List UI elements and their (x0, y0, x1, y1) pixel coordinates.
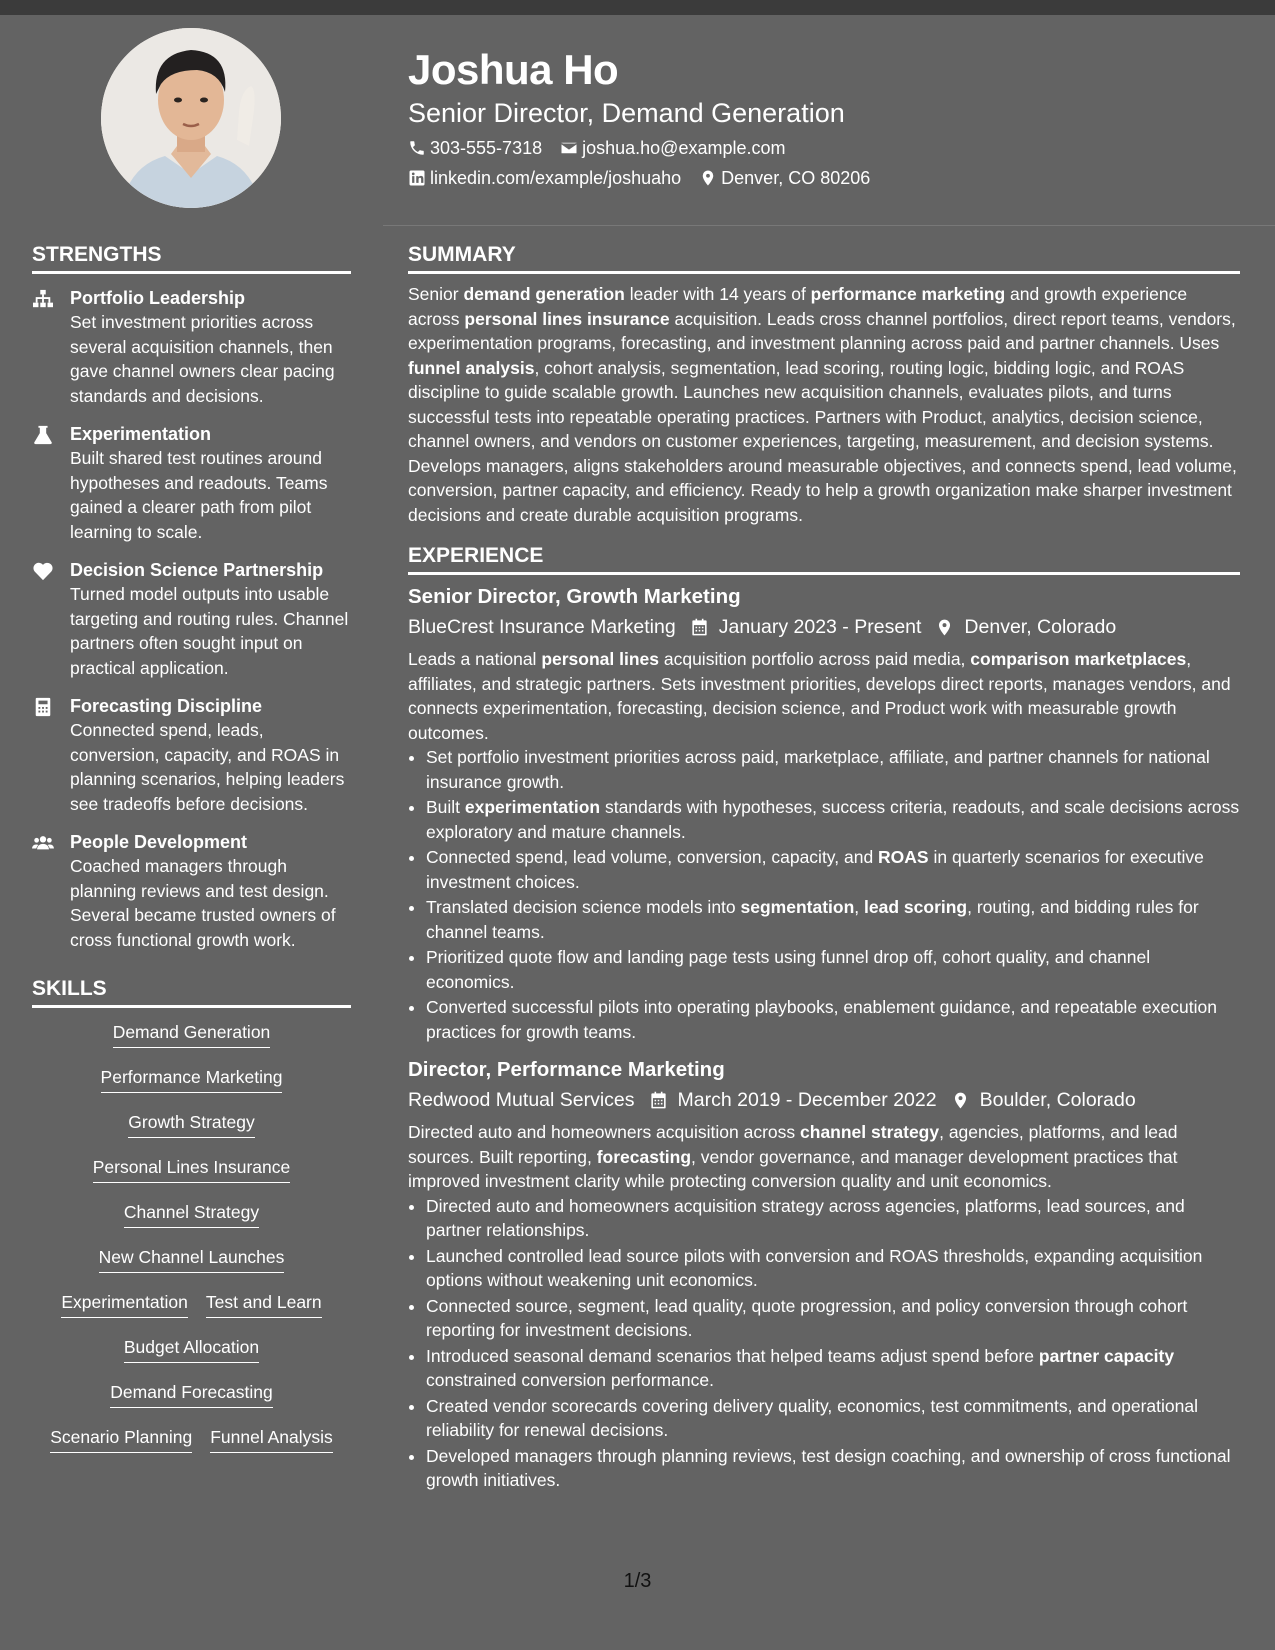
job-location (951, 1086, 1136, 1114)
job-entry (408, 1056, 1240, 1493)
phone-text: 303-555-7318 (430, 138, 543, 158)
text-run: , vendor governance, and manager development practices that improved investment clarity while protecting conversion quality and unit economics. (408, 1146, 1178, 1191)
text-run: Senior (408, 284, 464, 304)
strength-title: Decision Science Partnership (70, 560, 324, 580)
skill-tag: Test and Learn (206, 1290, 322, 1318)
contact-row-2 (408, 166, 1248, 190)
skill-tag: Personal Lines Insurance (93, 1155, 290, 1183)
bold-text: lead scoring (864, 897, 968, 917)
linkedin-contact[interactable] (408, 166, 681, 190)
bold-text: segmentation (740, 897, 855, 917)
job-dates (690, 613, 922, 641)
job-meta (408, 613, 1240, 641)
calendar-icon (690, 618, 709, 637)
text-run: , agencies, platforms, and lead sources. Built reporting, (408, 1122, 1178, 1167)
job-entry (408, 583, 1240, 1044)
candidate-title: Senior Director, Demand Generation (408, 98, 845, 128)
job-description (408, 647, 1240, 745)
calculator-icon (32, 697, 54, 717)
strength-item (32, 422, 351, 544)
skill-row (32, 1020, 351, 1065)
strength-title: Portfolio Leadership (70, 288, 246, 308)
map-pin-icon (935, 618, 954, 637)
skill-tag: New Channel Launches (99, 1245, 285, 1273)
flask-icon (32, 425, 54, 445)
text-run: Translated decision science models into (426, 897, 741, 917)
strength-item (32, 558, 351, 680)
skill-tag: Demand Generation (113, 1020, 271, 1048)
strength-title: Experimentation (70, 424, 212, 444)
bold-text: experimentation (464, 797, 601, 817)
header-divider (383, 225, 1275, 226)
strength-desc: Set investment priorities across several acquisition channels, then gave channel owners clear pacing standards and decisions. (70, 312, 335, 406)
text-run: leader with 14 years of (624, 284, 811, 304)
page-number: 1/3 (623, 1570, 652, 1592)
job-dates-text: January 2023 - Present (718, 616, 922, 638)
bullet-item (426, 845, 1240, 894)
bold-text: personal lines insurance (464, 308, 670, 329)
skill-row (32, 1065, 351, 1110)
text-run: Launched controlled lead source pilots with conversion and ROAS thresholds, expanding acquisition options without weakening unit economics. (426, 1245, 1203, 1290)
job-location (935, 613, 1116, 641)
bullet-item (426, 795, 1240, 844)
skill-tag: Performance Marketing (101, 1065, 283, 1093)
skill-row (32, 1155, 351, 1200)
text-run: acquisition. Leads cross channel portfolios, direct report teams, vendors, experimentation programs, forecasting, and investment planning across paid and partner channels. Uses (408, 308, 1236, 353)
envelope-icon (560, 139, 578, 157)
bullet-item (426, 995, 1240, 1044)
location-contact (699, 166, 870, 190)
strength-desc: Coached managers through planning reviews and test design. Several became trusted owners of cross functional growth work. (70, 856, 336, 950)
strength-title: Forecasting Discipline (70, 696, 263, 716)
strength-item (32, 694, 351, 816)
profile-photo (101, 28, 281, 208)
skill-row (32, 1290, 351, 1335)
bold-text: comparison marketplaces (970, 649, 1187, 669)
text-run: Prioritized quote flow and landing page tests using funnel drop off, cohort quality, and channel economics. (426, 947, 1151, 992)
job-title: Director, Performance Marketing (408, 1058, 725, 1081)
job-dates (649, 1086, 937, 1114)
skill-tag: Budget Allocation (124, 1335, 259, 1363)
right-column (408, 240, 1240, 1505)
text-run: Introduced seasonal demand scenarios that helped teams adjust spend before (426, 1345, 1039, 1366)
skills-section (32, 974, 351, 1470)
bold-text: partner capacity (1038, 1345, 1175, 1366)
text-run: Directed auto and homeowners acquisition across (408, 1122, 801, 1142)
map-pin-icon (951, 1091, 970, 1110)
strength-desc: Connected spend, leads, conversion, capacity, and ROAS in planning scenarios, helping leaders see tradeoffs before decisions. (70, 720, 345, 814)
bold-text: forecasting (596, 1146, 692, 1167)
strength-title: People Development (70, 832, 248, 852)
job-bullets (408, 745, 1240, 1044)
text-run: , cohort analysis, segmentation, lead scoring, routing logic, bidding logic, and ROAS discipline to guide scalable growth. Launches new acquisition channels, evaluates pilots, and turns successful tests into repeatable operating practices. Partners with Product, analytics, decision science, channel owners, and vendors on customer experiences, targeting, measurement, and decision systems. Develops managers, aligns stakeholders around measurable objectives, and connects spend, lead volume, conversion, partner capacity, and efficiency. Ready to help a growth organization make sharper investment decisions and create durable acquisition programs. (408, 357, 1237, 525)
phone-contact[interactable] (408, 136, 542, 160)
sitemap-icon (32, 289, 54, 309)
strengths-heading: STRENGTHS (32, 240, 351, 274)
linkedin-icon (408, 169, 426, 187)
bullet-item (426, 895, 1240, 944)
heart-icon (32, 561, 54, 581)
bullet-item (426, 1444, 1240, 1493)
job-location-text: Boulder, Colorado (979, 1089, 1136, 1111)
strength-desc: Turned model outputs into usable targeting and routing rules. Channel partners often sought input on practical application. (70, 584, 349, 678)
skill-row (32, 1335, 351, 1380)
skill-row (32, 1110, 351, 1155)
text-run: in quarterly scenarios for executive investment choices. (426, 847, 1204, 892)
users-icon (32, 833, 54, 853)
bullet-item (426, 745, 1240, 794)
linkedin-text: linkedin.com/example/joshuaho (430, 168, 682, 188)
text-run: Leads a national (408, 649, 542, 669)
bullet-item (426, 1244, 1240, 1293)
text-run: Set portfolio investment priorities across paid, marketplace, affiliate, and partner channels for national insurance growth. (426, 747, 1210, 792)
skill-row (32, 1245, 351, 1290)
text-run: constrained conversion performance. (426, 1370, 714, 1390)
text-run: standards with hypotheses, success criteria, readouts, and scale decisions across exploratory and mature channels. (426, 797, 1240, 842)
bold-text: personal lines (541, 649, 659, 669)
text-run: Created vendor scorecards covering delivery quality, economics, test commitments, and operational reliability for renewal decisions. (426, 1395, 1198, 1440)
left-column (32, 240, 351, 1470)
text-run: , affiliates, and strategic partners. Sets investment priorities, develops direct reports, manages vendors, and connects experimentation, forecasting, decision science, and Product work with measurable growth outcomes. (408, 649, 1231, 743)
job-meta (408, 1086, 1240, 1114)
job-dates-text: March 2019 - December 2022 (677, 1089, 937, 1111)
bold-text: funnel analysis (408, 357, 535, 378)
skill-tag: Experimentation (61, 1290, 187, 1318)
map-pin-icon (699, 169, 717, 187)
job-company: BlueCrest Insurance Marketing (408, 616, 676, 638)
bold-text: demand generation (463, 284, 625, 304)
bold-text: performance marketing (810, 284, 1006, 304)
bullet-item (426, 1394, 1240, 1443)
experience-heading: EXPERIENCE (408, 541, 1240, 575)
bullet-item (426, 945, 1240, 994)
skill-tag: Channel Strategy (124, 1200, 259, 1228)
candidate-name: Joshua Ho (408, 46, 619, 93)
skill-tag: Demand Forecasting (110, 1380, 272, 1408)
location-text: Denver, CO 80206 (721, 168, 871, 188)
bold-text: channel strategy (800, 1122, 940, 1142)
skill-tag: Growth Strategy (128, 1110, 254, 1138)
strength-item (32, 830, 351, 952)
top-bar (0, 0, 1275, 15)
email-contact[interactable] (560, 136, 785, 160)
skill-tag: Scenario Planning (50, 1425, 192, 1453)
text-run: , (854, 897, 865, 917)
text-run: Directed auto and homeowners acquisition strategy across agencies, platforms, lead sources, and partner relationships. (426, 1195, 1185, 1240)
job-bullets (408, 1194, 1240, 1493)
summary-heading: SUMMARY (408, 240, 1240, 274)
skill-row (32, 1380, 351, 1425)
bullet-item (426, 1294, 1240, 1343)
strength-item (32, 286, 351, 408)
summary-text (408, 282, 1240, 527)
bold-text: ROAS (878, 847, 929, 867)
resume-header (408, 44, 1248, 190)
text-run: , routing, and bidding rules for channel teams. (426, 897, 1199, 942)
job-description (408, 1120, 1240, 1194)
job-title: Senior Director, Growth Marketing (408, 585, 741, 608)
text-run: Connected source, segment, lead quality, quote progression, and policy conversion through cohort reporting for investment decisions. (426, 1295, 1188, 1340)
text-run: Developed managers through planning reviews, test design coaching, and ownership of cross functional growth initiatives. (426, 1445, 1231, 1490)
text-run: Built (426, 797, 465, 817)
text-run: Connected spend, lead volume, conversion, capacity, and (426, 847, 879, 867)
calendar-icon (649, 1091, 668, 1110)
bullet-item (426, 1344, 1240, 1393)
bullet-item (426, 1194, 1240, 1243)
text-run: and growth experience across (408, 284, 1188, 329)
job-location-text: Denver, Colorado (964, 616, 1117, 638)
text-run: acquisition portfolio across paid media, (659, 649, 971, 669)
skill-tag: Funnel Analysis (210, 1425, 333, 1453)
job-company: Redwood Mutual Services (408, 1089, 635, 1111)
contact-row-1 (408, 136, 1248, 160)
strength-desc: Built shared test routines around hypotheses and readouts. Teams gained a clearer path from pilot learning to scale. (70, 448, 328, 542)
skills-heading: SKILLS (32, 974, 351, 1008)
text-run: Converted successful pilots into operating playbooks, enablement guidance, and repeatable execution practices for growth teams. (426, 997, 1217, 1042)
skill-row (32, 1425, 351, 1470)
email-text: joshua.ho@example.com (582, 138, 786, 158)
phone-icon (408, 139, 426, 157)
skill-row (32, 1200, 351, 1245)
